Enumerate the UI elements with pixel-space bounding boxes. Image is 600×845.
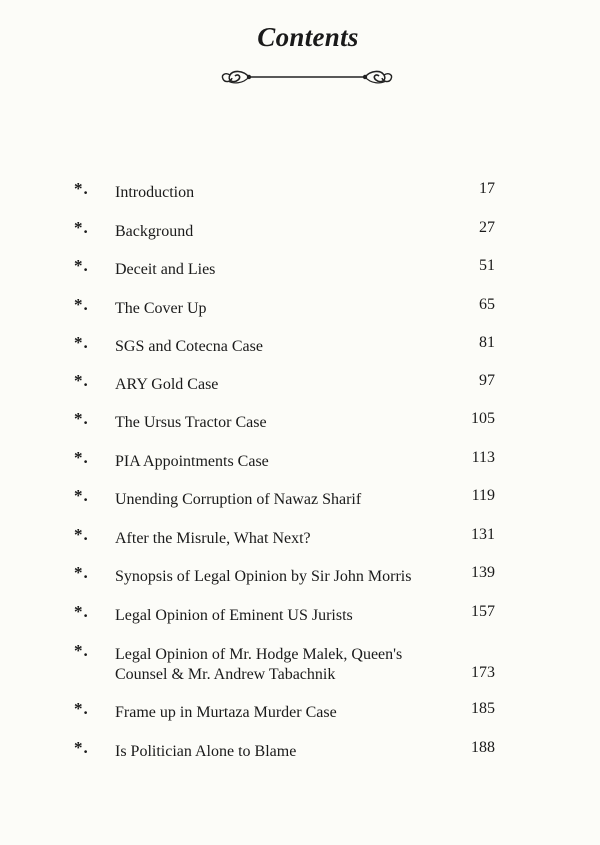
toc-entry-page: 113	[471, 449, 495, 466]
bullet-marker: *.	[74, 333, 89, 352]
toc-entry-page: 105	[471, 410, 495, 427]
toc-entry-title-line-1: Legal Opinion of Mr. Hodge Malek, Queen's	[115, 646, 403, 663]
toc-entry-title: After the Misrule, What Next?	[115, 530, 311, 547]
toc-entry-title: Unending Corruption of Nawaz Sharif	[115, 491, 362, 508]
toc-entry	[0, 256, 600, 284]
bullet-marker: *.	[74, 218, 89, 237]
toc-entry-page: 119	[471, 487, 495, 504]
toc-entry	[0, 602, 600, 630]
bullet-marker: *.	[74, 179, 89, 198]
bullet-marker: *.	[74, 738, 89, 757]
toc-entry-page: 131	[471, 526, 495, 543]
toc-entry-page: 188	[471, 739, 495, 756]
toc-entry	[0, 371, 600, 399]
bullet-marker: *.	[74, 525, 89, 544]
toc-entry-title: PIA Appointments Case	[115, 453, 269, 470]
bullet-marker: *.	[74, 486, 89, 505]
toc-entry-title: Legal Opinion of Eminent US Jurists	[115, 607, 353, 624]
toc-entry-page: 139	[471, 564, 495, 581]
toc-entry	[0, 738, 600, 766]
toc-entry	[0, 641, 600, 689]
bullet-marker: *.	[74, 256, 89, 275]
bullet-marker: *.	[74, 371, 89, 390]
toc-entry-page: 173	[471, 664, 495, 681]
bullet-marker: *.	[74, 448, 89, 467]
toc-entry-title: Frame up in Murtaza Murder Case	[115, 704, 337, 721]
toc-entry	[0, 699, 600, 727]
toc-entry-page: 185	[471, 700, 495, 717]
toc-entry-page: 157	[471, 603, 495, 620]
toc-entry-title: Is Politician Alone to Blame	[115, 743, 297, 760]
toc-entry-title: Introduction	[115, 184, 195, 201]
bullet-marker: *.	[74, 563, 89, 582]
toc-entry-title: Background	[115, 223, 194, 240]
toc-entry-title: The Ursus Tractor Case	[115, 414, 267, 431]
bullet-marker: *.	[74, 699, 89, 718]
toc-entry	[0, 295, 600, 323]
toc-entry	[0, 333, 600, 361]
toc-entry-title: Deceit and Lies	[115, 261, 216, 278]
bullet-marker: *.	[74, 602, 89, 621]
toc-entry-page: 27	[479, 219, 495, 236]
toc-entry	[0, 409, 600, 437]
toc-entry-title: The Cover Up	[115, 300, 207, 317]
toc-entry	[0, 486, 600, 514]
bullet-marker: *.	[74, 409, 89, 428]
bullet-marker: *.	[74, 295, 89, 314]
toc-entry-page: 81	[479, 334, 495, 351]
toc-entry-title: SGS and Cotecna Case	[115, 338, 263, 355]
toc-entry-page: 51	[479, 257, 495, 274]
toc-entry	[0, 563, 600, 591]
toc-entry-page: 97	[479, 372, 495, 389]
toc-entry-title: ARY Gold Case	[115, 376, 219, 393]
toc-entry-title-line-2: Counsel & Mr. Andrew Tabachnik	[115, 666, 336, 683]
toc-entry-title: Synopsis of Legal Opinion by Sir John Morris	[115, 568, 412, 585]
bullet-marker: *.	[74, 641, 89, 660]
toc-entry	[0, 218, 600, 246]
toc-entry	[0, 179, 600, 207]
toc-entry-page: 17	[479, 180, 495, 197]
toc-entry-page: 65	[479, 296, 495, 313]
toc-entry	[0, 525, 600, 553]
toc-entry	[0, 448, 600, 476]
page-title: Contents	[257, 22, 359, 52]
